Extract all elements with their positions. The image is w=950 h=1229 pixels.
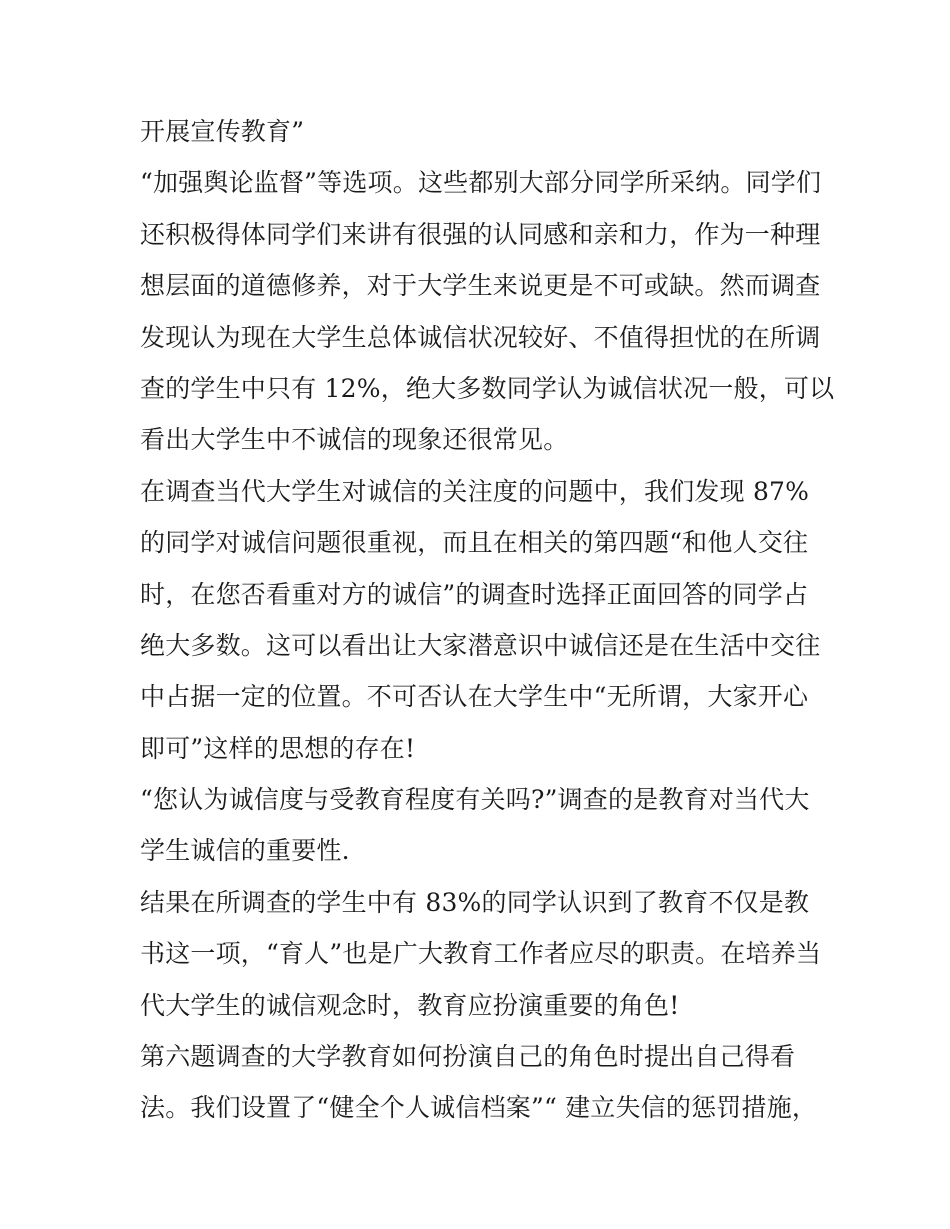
text-line: 还积极得体同学们来讲有很强的认同感和亲和力，作为一种理 [140, 219, 821, 249]
text-line: 法。我们设置了“健全个人诚信档案”“ 建立失信的惩罚措施， [140, 1093, 818, 1123]
text-line: 时，在您否看重对方的诚信”的调查时选择正面回答的同学占 [140, 579, 809, 609]
text-line: 代大学生的诚信观念时，教育应扮演重要的角色! [140, 990, 680, 1020]
text-line: 开展宣传教育” [140, 117, 305, 146]
text-line: 即可”这样的思想的存在! [140, 733, 416, 763]
text-line: 在调查当代大学生对诚信的关注度的问题中，我们发现 87% [140, 476, 810, 506]
body-text [140, 106, 835, 1134]
text-line: “您认为诚信度与受教育程度有关吗?”调查的是教育对当代大 [140, 785, 810, 815]
text-line: 的同学对诚信问题很重视，而且在相关的第四题“和他人交往 [140, 528, 809, 558]
text-line: 书这一项，“育人”也是广大教育工作者应尽的职责。在培养当 [140, 939, 822, 969]
text-line: 第六题调查的大学教育如何扮演自己的角色时提出自己得看 [140, 1042, 796, 1072]
text-line: “加强舆论监督”等选项。这些都别大部分同学所采纳。同学们 [140, 168, 822, 198]
text-line: 绝大多数。这可以看出让大家潜意识中诚信还是在生活中交往 [140, 630, 821, 660]
text-line: 中占据一定的位置。不可否认在大学生中“无所谓，大家开心 [140, 682, 809, 712]
text-line: 看出大学生中不诚信的现象还很常见。 [140, 425, 569, 455]
text-line: 学生诚信的重要性. [140, 836, 350, 866]
text-line: 查的学生中只有 12%，绝大多数同学认为诚信状况一般，可以 [140, 373, 835, 403]
text-line: 结果在所调查的学生中有 83%的同学认识到了教育不仅是教 [140, 887, 810, 917]
text-line: 发现认为现在大学生总体诚信状况较好、不值得担忧的在所调 [140, 322, 821, 352]
text-line: 想层面的道德修养，对于大学生来说更是不可或缺。然而调查 [140, 271, 821, 301]
